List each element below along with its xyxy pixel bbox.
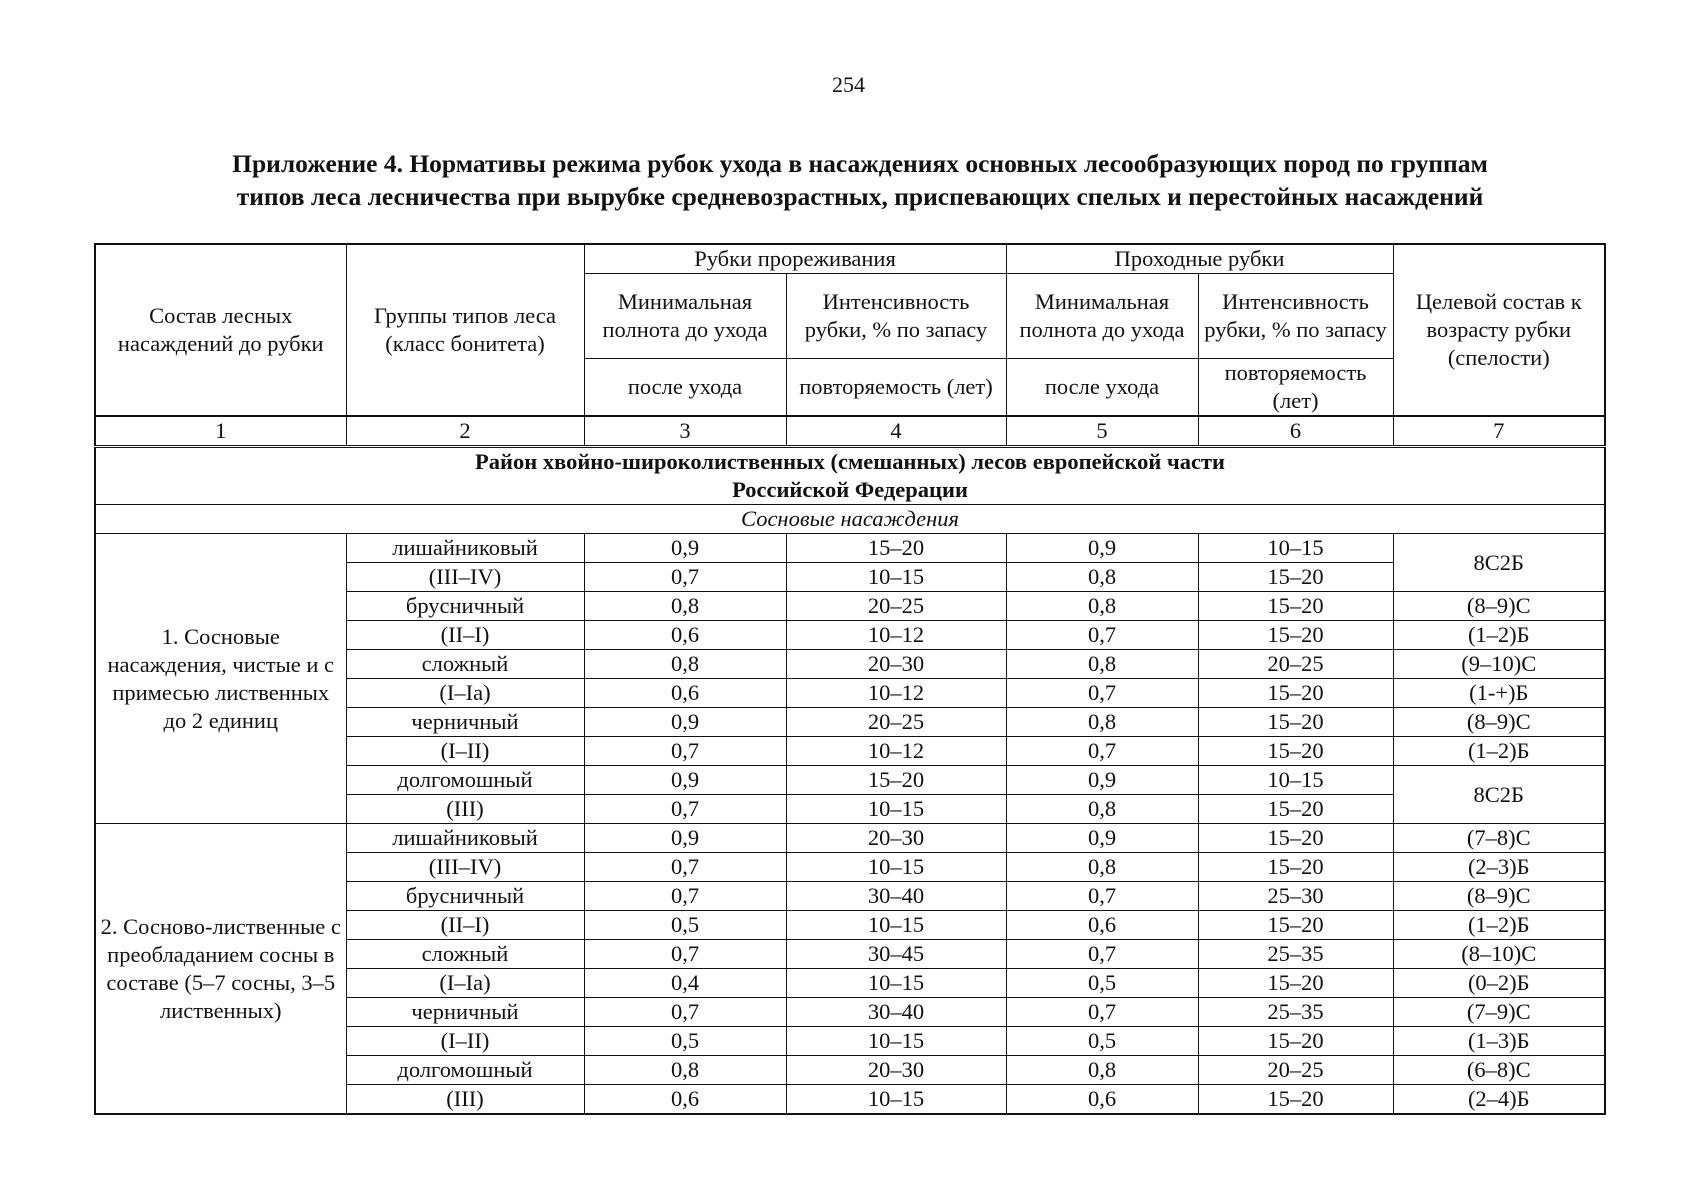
passing-min-density: 0,8 [1006,650,1198,679]
group-label: 1. Сосновые насаждения, чистые и с примесью лиственных до 2 единиц [95,534,346,824]
column-number: 4 [786,416,1006,447]
thinning-min-density: 0,9 [584,708,786,737]
passing-min-density: 0,5 [1006,1027,1198,1056]
header-thinning-intensity: Интенсивность рубки, % по запасу [786,274,1006,359]
thinning-intensity: 30–45 [786,940,1006,969]
target-composition: 8С2Б [1393,766,1605,824]
target-composition: (0–2)Б [1393,969,1605,998]
thinning-min-density: 0,4 [584,969,786,998]
passing-min-density: 0,7 [1006,621,1198,650]
thinning-min-density: 0,9 [584,824,786,853]
passing-min-density: 0,6 [1006,911,1198,940]
target-composition: (1–2)Б [1393,621,1605,650]
passing-intensity: 15–20 [1198,911,1393,940]
forest-type-class: (II–I) [440,912,490,937]
passing-min-density: 0,8 [1006,592,1198,621]
thinning-intensity: 10–15 [786,1085,1006,1115]
subregion-heading: Сосновые насаждения [95,505,1605,534]
forest-type-name: черничный [411,709,519,734]
passing-intensity: 15–20 [1198,592,1393,621]
header-passing-cuts: Проходные рубки [1006,244,1393,274]
passing-min-density: 0,8 [1006,795,1198,824]
thinning-min-density: 0,8 [584,1056,786,1085]
passing-intensity: 15–20 [1198,563,1393,592]
forest-type-class: (I–II) [440,738,490,763]
passing-intensity: 25–35 [1198,940,1393,969]
target-composition: (1–3)Б [1393,1027,1605,1056]
thinning-min-density: 0,9 [584,534,786,563]
header-thinning-repeat: повторяемость (лет) [786,359,1006,417]
passing-min-density: 0,7 [1006,940,1198,969]
header-composition: Состав лесных насаждений до рубки [95,244,346,416]
forest-type-class: (I–Ia) [439,970,491,995]
thinning-intensity: 15–20 [786,534,1006,563]
target-composition: (8–9)С [1393,708,1605,737]
passing-min-density: 0,8 [1006,853,1198,882]
column-number: 5 [1006,416,1198,447]
passing-min-density: 0,6 [1006,1085,1198,1115]
forest-type-cell [346,1056,584,1085]
forest-type-cell [346,998,584,1027]
forest-type-class: (III) [446,796,484,821]
forest-type-name: черничный [411,999,519,1024]
forest-type-name: брусничный [405,883,525,908]
target-composition: (2–3)Б [1393,853,1605,882]
target-composition: (8–9)С [1393,882,1605,911]
forest-type-cell [346,882,584,911]
passing-min-density: 0,7 [1006,679,1198,708]
thinning-min-density: 0,7 [584,795,786,824]
region-heading [95,447,1605,505]
header-forest-type-groups: Группы типов леса (класс бонитета) [346,244,584,416]
passing-min-density: 0,9 [1006,766,1198,795]
forest-type-name: долгомошный [397,1057,533,1082]
target-composition: (2–4)Б [1393,1085,1605,1115]
target-composition: (9–10)С [1393,650,1605,679]
passing-intensity: 10–15 [1198,534,1393,563]
passing-intensity: 15–20 [1198,708,1393,737]
thinning-intensity: 20–25 [786,708,1006,737]
passing-intensity: 15–20 [1198,737,1393,766]
forest-type-cell [346,563,584,592]
thinning-min-density: 0,5 [584,911,786,940]
passing-min-density: 0,9 [1006,534,1198,563]
forest-type-cell [346,679,584,708]
thinning-min-density: 0,8 [584,592,786,621]
forest-type-name: лишайниковый [392,825,538,850]
header-target-composition: Целевой состав к возрасту рубки (спелости) [1393,244,1605,416]
forest-type-class: (III) [446,1086,484,1111]
passing-min-density: 0,5 [1006,969,1198,998]
target-composition: (8–10)С [1393,940,1605,969]
thinning-intensity: 15–20 [786,766,1006,795]
thinning-min-density: 0,7 [584,737,786,766]
passing-min-density: 0,8 [1006,708,1198,737]
forest-type-cell [346,824,584,853]
forest-type-name: сложный [421,651,509,676]
forest-type-cell [346,592,584,621]
header-thinning-min-density: Минимальная полнота до ухода [584,274,786,359]
passing-min-density: 0,7 [1006,882,1198,911]
forest-type-cell [346,708,584,737]
table-row [95,824,1605,853]
target-composition: 8С2Б [1393,534,1605,592]
thinning-intensity: 20–25 [786,592,1006,621]
region-heading-line-2: Российской Федерации [732,477,968,502]
target-composition: (7–9)С [1393,998,1605,1027]
thinning-intensity: 30–40 [786,882,1006,911]
thinning-min-density: 0,7 [584,882,786,911]
forest-type-class: (I–Ia) [439,680,491,705]
passing-intensity: 15–20 [1198,853,1393,882]
passing-intensity: 15–20 [1198,621,1393,650]
norms-table [94,243,1606,1115]
table-row [95,534,1605,563]
forest-type-cell [346,1027,584,1056]
thinning-min-density: 0,8 [584,650,786,679]
thinning-min-density: 0,6 [584,1085,786,1115]
thinning-intensity: 20–30 [786,824,1006,853]
thinning-min-density: 0,6 [584,621,786,650]
forest-type-name: брусничный [405,593,525,618]
thinning-intensity: 10–12 [786,737,1006,766]
forest-type-class: (I–II) [440,1028,490,1053]
passing-intensity: 15–20 [1198,795,1393,824]
title-line-2: типов леса лесничества при вырубке средневозрастных, приспевающих спелых и перестойных насаждений [236,182,1484,211]
thinning-min-density: 0,7 [584,940,786,969]
passing-min-density: 0,9 [1006,824,1198,853]
passing-min-density: 0,8 [1006,1056,1198,1085]
forest-type-name: сложный [421,941,509,966]
header-passing-min-density: Минимальная полнота до ухода [1006,274,1198,359]
forest-type-class: (III–IV) [428,854,502,879]
thinning-min-density: 0,6 [584,679,786,708]
forest-type-cell [346,650,584,679]
column-number: 7 [1393,416,1605,447]
header-thinning-after-care: после ухода [584,359,786,417]
thinning-min-density: 0,7 [584,998,786,1027]
thinning-intensity: 20–30 [786,1056,1006,1085]
column-number: 3 [584,416,786,447]
forest-type-name: долгомошный [397,767,533,792]
target-composition: (6–8)С [1393,1056,1605,1085]
thinning-intensity: 10–15 [786,563,1006,592]
passing-min-density: 0,7 [1006,737,1198,766]
group-label: 2. Сосново-лиственные с преобладанием сосны в составе (5–7 сосны, 3–5 лиственных) [95,824,346,1115]
target-composition: (7–8)С [1393,824,1605,853]
forest-type-class: (II–I) [440,622,490,647]
passing-intensity: 15–20 [1198,824,1393,853]
header-passing-intensity: Интенсивность рубки, % по запасу [1198,274,1393,359]
thinning-intensity: 10–12 [786,621,1006,650]
thinning-min-density: 0,7 [584,563,786,592]
thinning-intensity: 10–12 [786,679,1006,708]
header-passing-repeat: повторяемость (лет) [1198,359,1393,417]
passing-intensity: 25–35 [1198,998,1393,1027]
forest-type-cell [346,534,584,563]
passing-intensity: 20–25 [1198,1056,1393,1085]
forest-type-cell [346,853,584,882]
thinning-min-density: 0,9 [584,766,786,795]
page-number: 254 [832,72,865,97]
title-line-1: Приложение 4. Нормативы режима рубок ухода в насаждениях основных лесообразующих пород по группам [232,149,1488,178]
passing-intensity: 20–25 [1198,650,1393,679]
column-number: 2 [346,416,584,447]
thinning-min-density: 0,7 [584,853,786,882]
header-thinning: Рубки прореживания [584,244,1006,274]
passing-intensity: 25–30 [1198,882,1393,911]
forest-type-cell [346,911,584,940]
forest-type-cell [346,766,584,795]
forest-type-cell [346,969,584,998]
region-heading-line-1: Район хвойно-широколиственных (смешанных) лесов европейской части [475,449,1225,474]
passing-intensity: 10–15 [1198,766,1393,795]
header-passing-after-care: после ухода [1006,359,1198,417]
passing-intensity: 15–20 [1198,679,1393,708]
forest-type-class: (III–IV) [428,564,502,589]
passing-intensity: 15–20 [1198,1027,1393,1056]
thinning-min-density: 0,5 [584,1027,786,1056]
forest-type-cell [346,795,584,824]
passing-min-density: 0,7 [1006,998,1198,1027]
target-composition: (1-+)Б [1393,679,1605,708]
passing-min-density: 0,8 [1006,563,1198,592]
page-title [110,147,1610,213]
target-composition: (1–2)Б [1393,737,1605,766]
passing-intensity: 15–20 [1198,1085,1393,1115]
forest-type-cell [346,940,584,969]
target-composition: (1–2)Б [1393,911,1605,940]
thinning-intensity: 10–15 [786,911,1006,940]
column-number: 1 [95,416,346,447]
thinning-intensity: 20–30 [786,650,1006,679]
forest-type-cell [346,737,584,766]
thinning-intensity: 10–15 [786,853,1006,882]
target-composition: (8–9)С [1393,592,1605,621]
thinning-intensity: 30–40 [786,998,1006,1027]
thinning-intensity: 10–15 [786,1027,1006,1056]
forest-type-cell [346,1085,584,1115]
thinning-intensity: 10–15 [786,795,1006,824]
thinning-intensity: 10–15 [786,969,1006,998]
passing-intensity: 15–20 [1198,969,1393,998]
forest-type-name: лишайниковый [392,535,538,560]
column-number: 6 [1198,416,1393,447]
forest-type-cell [346,621,584,650]
